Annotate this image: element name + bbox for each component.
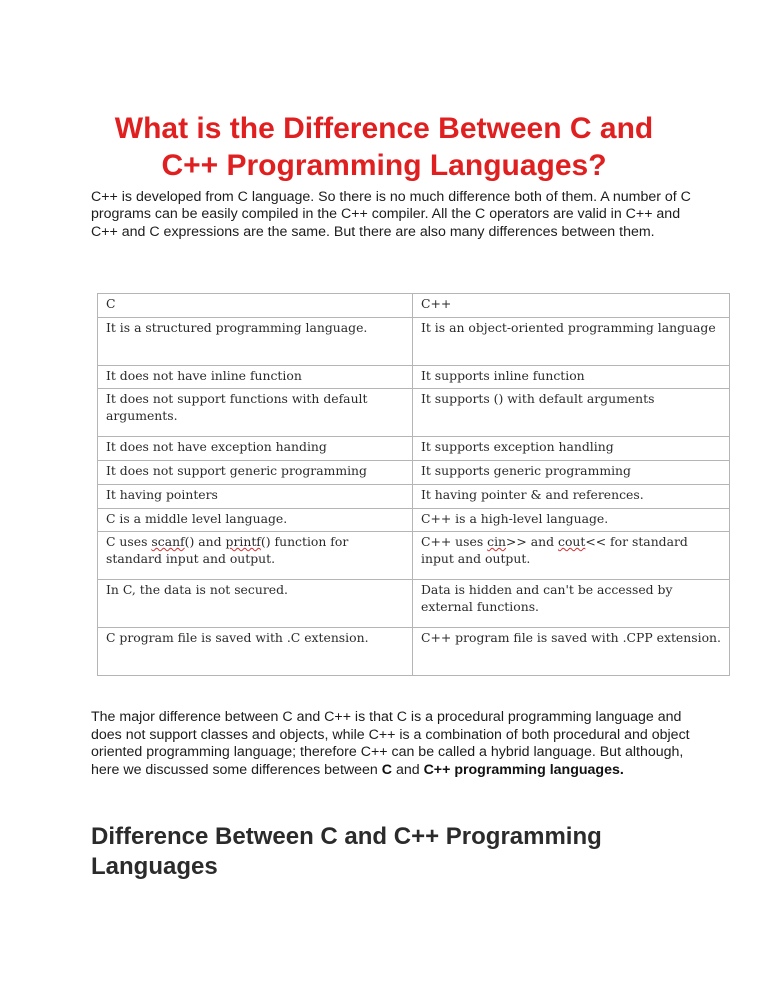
cell-cpp: It supports exception handling (413, 437, 730, 461)
misspelled-word: cin (487, 534, 507, 549)
cell-cpp: It supports inline function (413, 366, 730, 389)
table-row (98, 461, 730, 485)
page-title (70, 110, 698, 184)
cell-c: It does not support functions with default arguments. (98, 389, 413, 437)
cell-cpp: It is an object-oriented programming language (413, 318, 730, 366)
comparison-table (97, 293, 730, 676)
misspelled-word: printf (225, 534, 261, 549)
cell-cpp: It supports () with default arguments (413, 389, 730, 437)
cell-c: It does not have inline function (98, 366, 413, 389)
cell-cpp: C++ program file is saved with .CPP extension. (413, 628, 730, 676)
cell-c: C uses scanf() and printf() function for standard input and output. (98, 532, 413, 580)
table-row (98, 366, 730, 389)
title-line-2: C++ Programming Languages? (161, 149, 607, 182)
bold-c: C (381, 761, 392, 778)
cell-c: It is a structured programming language. (98, 318, 413, 366)
cell-c: It does not have exception handing (98, 437, 413, 461)
section-heading: Difference Between C and C++ Programming Languages (91, 823, 602, 880)
header-c: C (98, 294, 413, 318)
table-row (98, 509, 730, 532)
cell-c: In C, the data is not secured. (98, 580, 413, 628)
cell-c: C is a middle level language. (98, 509, 413, 532)
table-row (98, 532, 730, 580)
misspelled-word: scanf (151, 534, 185, 549)
summary-paragraph: The major difference between C and C++ is that C is a procedural programming language and does not support classes and objects, while C++ is a combination of both procedural and object oriented programming language; therefore C++ can be called a hybrid language. But although, here we discussed some differences between C and C++ programming languages. (91, 709, 690, 778)
misspelled-word: cout (558, 534, 586, 549)
table-row (98, 437, 730, 461)
cell-c: It having pointers (98, 485, 413, 509)
table-row (98, 389, 730, 437)
table-row (98, 318, 730, 366)
table-row (98, 485, 730, 509)
cell-cpp: It having pointer & and references. (413, 485, 730, 509)
table-row (98, 628, 730, 676)
cell-cpp: C++ uses cin>> and cout<< for standard input and output. (413, 532, 730, 580)
cell-cpp: C++ is a high-level language. (413, 509, 730, 532)
bold-cpp-languages: C++ programming languages. (423, 761, 624, 778)
intro-paragraph: C++ is developed from C language. So there is no much difference both of them. A number of C programs can be easily compiled in the C++ compiler. All the C operators are valid in C++ and C++ and C expressions are the same. But there are also many differences between them. (91, 189, 691, 240)
table-header-row (98, 294, 730, 318)
cell-c: C program file is saved with .C extension. (98, 628, 413, 676)
cell-c: It does not support generic programming (98, 461, 413, 485)
table-row (98, 580, 730, 628)
cell-cpp: Data is hidden and can't be accessed by external functions. (413, 580, 730, 628)
header-cpp: C++ (413, 294, 730, 318)
cell-cpp: It supports generic programming (413, 461, 730, 485)
title-line-1: What is the Difference Between C and (114, 112, 654, 145)
